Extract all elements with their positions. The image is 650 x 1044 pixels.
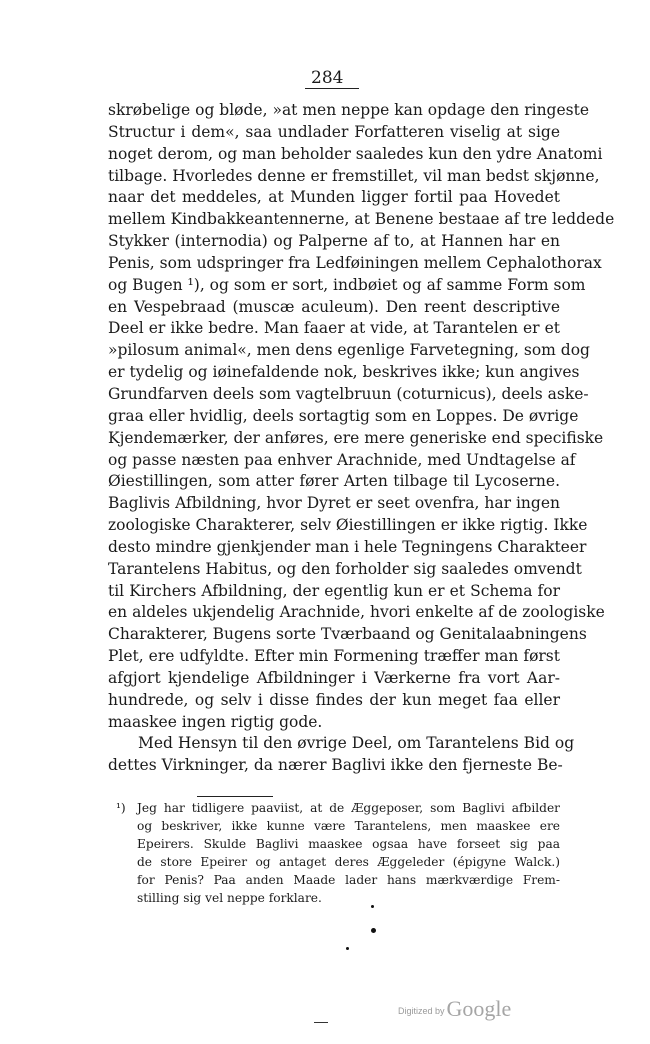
text-line: Plet, ere udfyldte. Efter min Formening træffer man først (108, 647, 560, 666)
scan-speck (346, 947, 349, 950)
footnote-line: og beskriver, ikke kunne være Tarantelens, men maaskee ere (137, 819, 560, 833)
footnote-marker: ¹) (116, 801, 126, 815)
text-line: Grundfarven deels som vagtelbruun (coturnicus), deels aske- (108, 384, 589, 403)
watermark-brand: Google (446, 996, 512, 1021)
text-line: afgjort kjendelige Afbildninger i Værkerne fra vort Aar- (108, 668, 560, 687)
footnote-line: de store Epeirer og antaget deres Æggeleder (épigyne Walck.) (137, 855, 560, 869)
footnote (108, 799, 560, 907)
text-line: Structur i dem«, saa undlader Forfatteren viselig at sige (108, 122, 560, 141)
scan-dash (314, 1022, 328, 1023)
text-line: en Vespebraad (muscæ aculeum). Den reent descriptive (108, 297, 560, 316)
text-line: mellem Kindbakkeantennerne, at Benene bestaae af tre leddede (108, 210, 615, 229)
text-line: Øiestillingen, som atter fører Arten tilbage til Lycoserne. (108, 472, 560, 491)
footnote-line: Jeg har tidligere paaviist, at de Æggeposer, som Baglivi afbilder (137, 801, 560, 815)
text-line: noget derom, og man beholder saaledes kun den ydre Anatomi (108, 144, 603, 163)
text-line: og Bugen ¹), og som er sort, indbøiet og af samme Form som (108, 275, 586, 294)
text-line: Deel er ikke bedre. Man faaer at vide, at Tarantelen er et (108, 319, 560, 338)
text-line: tilbage. Hvorledes denne er fremstillet, vil man bedst skjønne, (108, 166, 600, 185)
text-line: Stykker (internodia) og Palperne af to, at Hannen har en (108, 232, 560, 251)
text-line: en aldeles ukjendelig Arachnide, hvori enkelte af de zoologiske (108, 603, 605, 622)
text-line: zoologiske Charakterer, selv Øiestillingen er ikke rigtig. Ikke (108, 516, 588, 535)
scan-speck (371, 905, 374, 908)
text-line: Penis, som udspringer fra Ledføiningen mellem Cephalothorax (108, 253, 602, 272)
main-text (108, 100, 615, 777)
footnote-line: for Penis? Paa anden Maade lader hans mærkværdige Frem- (137, 873, 560, 887)
text-line: »pilosum animal«, men dens egenlige Farvetegning, som dog (108, 341, 590, 360)
text-line: Charakterer, Bugens sorte Tværbaand og Genitalaabningens (108, 625, 587, 644)
text-line: desto mindre gjenkjender man i hele Tegningens Charakteer (108, 537, 587, 556)
text-line: Tarantelens Habitus, og den forholder sig saaledes omvendt (108, 559, 582, 578)
text-line: hundrede, og selv i disse findes der kun meget faa eller (108, 690, 560, 709)
text-line: Kjendemærker, der anføres, ere mere generiske end specifiske (108, 428, 604, 447)
text-line: graa eller hvidlig, deels sortagtig som en Loppes. De øvrige (108, 406, 579, 425)
text-line: til Kirchers Afbildning, der egentlig kun er et Schema for (108, 581, 560, 600)
text-line: skrøbelige og bløde, »at men neppe kan opdage den ringeste (108, 101, 590, 119)
text-line: Baglivis Afbildning, hvor Dyret er seet ovenfra, har ingen (108, 494, 560, 513)
text-line: naar det meddeles, at Munden ligger fortil paa Hovedet (108, 188, 560, 207)
text-line: og passe næsten paa enhver Arachnide, med Undtagelse af (108, 450, 576, 469)
footnote-line: Epeirers. Skulde Baglivi maaskee ogsaa have forseet sig paa (137, 837, 560, 851)
text-line: Med Hensyn til den øvrige Deel, om Tarantelens Bid og (138, 734, 575, 753)
page-number: 284 (311, 68, 344, 88)
watermark-prefix: Digitized by (398, 1006, 445, 1016)
scan-speck (371, 928, 376, 933)
text-line: er tydelig og iøinefaldende nok, beskrives ikke; kun angives (108, 363, 580, 382)
footnote-rule (197, 796, 273, 797)
text-line: dettes Virkninger, da nærer Baglivi ikke den fjerneste Be- (108, 756, 563, 775)
footnote-line: stilling sig vel neppe forklare. (137, 891, 322, 905)
page-number-rule (305, 88, 359, 89)
watermark (398, 996, 511, 1022)
text-line: maaskee ingen rigtig gode. (108, 712, 323, 731)
